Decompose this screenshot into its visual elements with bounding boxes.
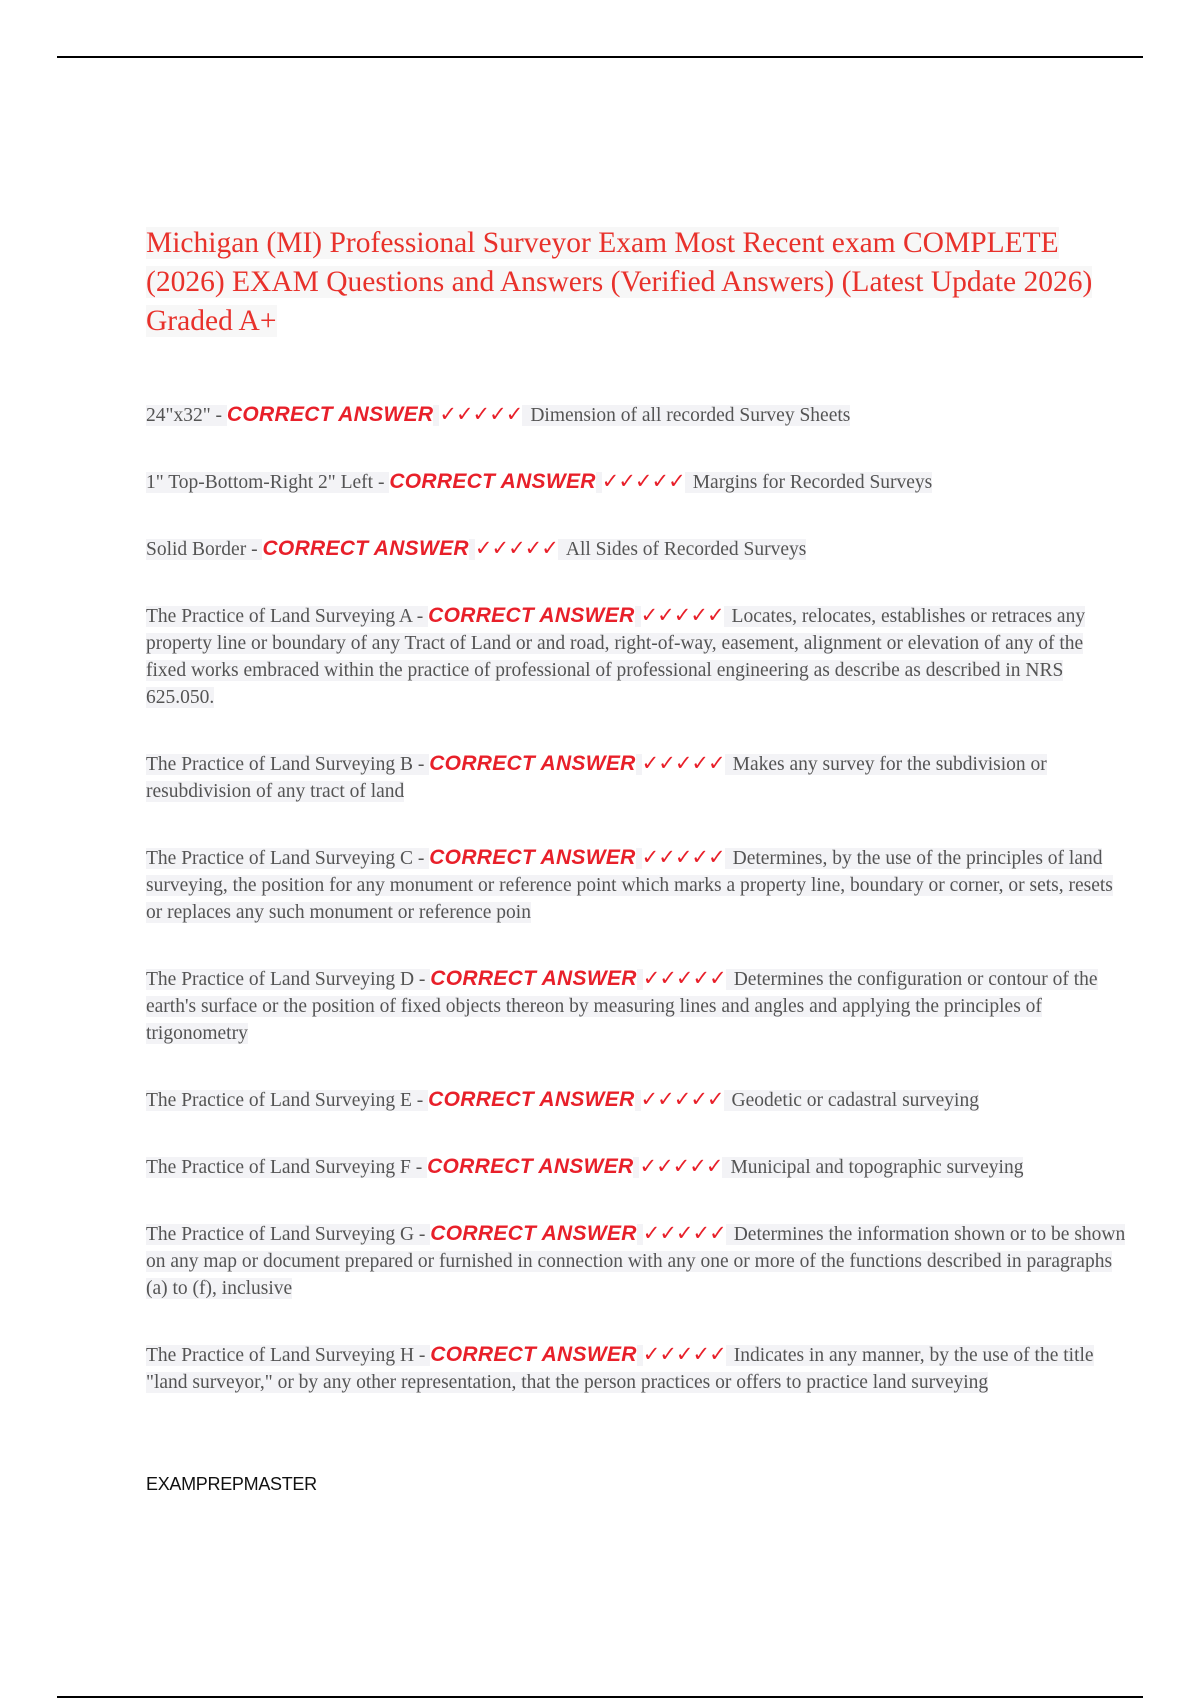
checkmarks-icon: ✓✓✓✓✓ [642,1342,726,1366]
qa-answer: Locates, relocates, establishes or retraces any property line or boundary of any Tract of Land or and road, right-of-way, easement, alignment or elevation of any of the fixed works embraced within the practice of professional of professional engineering as describe as described in NRS 625.050. [146,606,1086,708]
correct-answer-label: CORRECT ANSWER [428,604,635,627]
qa-answer: Dimension of all recorded Survey Sheets [530,405,851,426]
checkmarks-icon: ✓✓✓✓✓ [641,845,725,869]
qa-item [146,844,1126,926]
footer-brand: EXAMPREPMASTER [146,1474,317,1494]
qa-separator: - [246,539,263,560]
qa-question: 1" Top-Bottom-Right 2" Left [146,472,374,493]
qa-item [146,1220,1126,1302]
checkmarks-icon: ✓✓✓✓✓ [642,966,726,990]
document-title-text: Michigan (MI) Professional Surveyor Exam Most Recent exam COMPLETE (2026) EXAM Questions and Answers (Verified Answers) (Latest Update 2026) Graded A+ [146,227,1093,337]
correct-answer-label: CORRECT ANSWER [430,1222,637,1245]
checkmarks-icon: ✓✓✓✓✓ [439,402,523,426]
qa-item [146,602,1126,711]
qa-question: The Practice of Land Surveying F [146,1157,411,1178]
correct-answer-label: CORRECT ANSWER [429,752,636,775]
qa-question: The Practice of Land Surveying G [146,1224,415,1245]
qa-question: The Practice of Land Surveying D [146,969,415,990]
qa-answer: Municipal and topographic surveying [730,1157,1024,1178]
qa-separator: - [411,1090,429,1111]
document-title [146,224,1126,341]
qa-question: Solid Border [146,539,247,560]
document-body [146,224,1126,1435]
qa-answer: Determines, by the use of the principles of land surveying, the position for any monument or reference point which marks a property line, boundary or corner, or sets, resets or replaces any such monument or reference poin [146,848,1113,923]
qa-item [146,1086,1126,1114]
correct-answer-label: CORRECT ANSWER [226,403,434,426]
qa-question: The Practice of Land Surveying E [146,1090,412,1111]
correct-answer-label: CORRECT ANSWER [428,1088,635,1111]
qa-separator: - [373,472,390,493]
correct-answer-label: CORRECT ANSWER [430,967,637,990]
qa-answer: Margins for Recorded Surveys [692,472,933,493]
top-rule [57,56,1143,58]
qa-separator: - [210,405,227,426]
qa-question: The Practice of Land Surveying B [146,754,413,775]
qa-answer: Determines the configuration or contour of the earth's surface or the position of fixed objects thereon by measuring lines and angles and applying the principles of trigonometry [146,969,1098,1044]
qa-separator: - [414,969,431,990]
qa-question: The Practice of Land Surveying A [146,606,412,627]
qa-separator: - [412,754,430,775]
qa-answer: Determines the information shown or to be shown on any map or document prepared or furnished in connection with any one or more of the functions described in paragraphs (a) to (f), inclusive [146,1224,1126,1299]
qa-item [146,535,1126,563]
checkmarks-icon: ✓✓✓✓✓ [640,603,724,627]
qa-separator: - [410,1157,428,1178]
qa-item [146,468,1126,496]
checkmarks-icon: ✓✓✓✓✓ [474,536,558,560]
qa-separator: - [414,1345,431,1366]
qa-separator: - [412,848,430,869]
qa-answer: Geodetic or cadastral surveying [731,1090,979,1111]
checkmarks-icon: ✓✓✓✓✓ [641,751,725,775]
correct-answer-label: CORRECT ANSWER [389,470,596,493]
qa-list [146,401,1126,1396]
correct-answer-label: CORRECT ANSWER [427,1155,634,1178]
qa-answer: All Sides of Recorded Surveys [565,539,807,560]
qa-item [146,401,1126,429]
qa-item [146,965,1126,1047]
qa-separator: - [414,1224,431,1245]
qa-item [146,1341,1126,1396]
qa-question: 24"x32" [146,405,211,426]
qa-question: The Practice of Land Surveying H [146,1345,415,1366]
qa-item [146,750,1126,805]
qa-answer: Indicates in any manner, by the use of the title "land surveyor," or by any other representation, that the person practices or offers to practice land surveying [146,1345,1094,1393]
qa-item [146,1153,1126,1181]
checkmarks-icon: ✓✓✓✓✓ [642,1221,726,1245]
qa-separator: - [411,606,429,627]
correct-answer-label: CORRECT ANSWER [429,846,636,869]
qa-question: The Practice of Land Surveying C [146,848,413,869]
correct-answer-label: CORRECT ANSWER [430,1343,637,1366]
qa-answer: Makes any survey for the subdivision or resubdivision of any tract of land [146,754,1047,802]
checkmarks-icon: ✓✓✓✓✓ [601,469,685,493]
checkmarks-icon: ✓✓✓✓✓ [640,1087,724,1111]
correct-answer-label: CORRECT ANSWER [262,537,469,560]
bottom-rule [57,1696,1143,1698]
checkmarks-icon: ✓✓✓✓✓ [639,1154,723,1178]
